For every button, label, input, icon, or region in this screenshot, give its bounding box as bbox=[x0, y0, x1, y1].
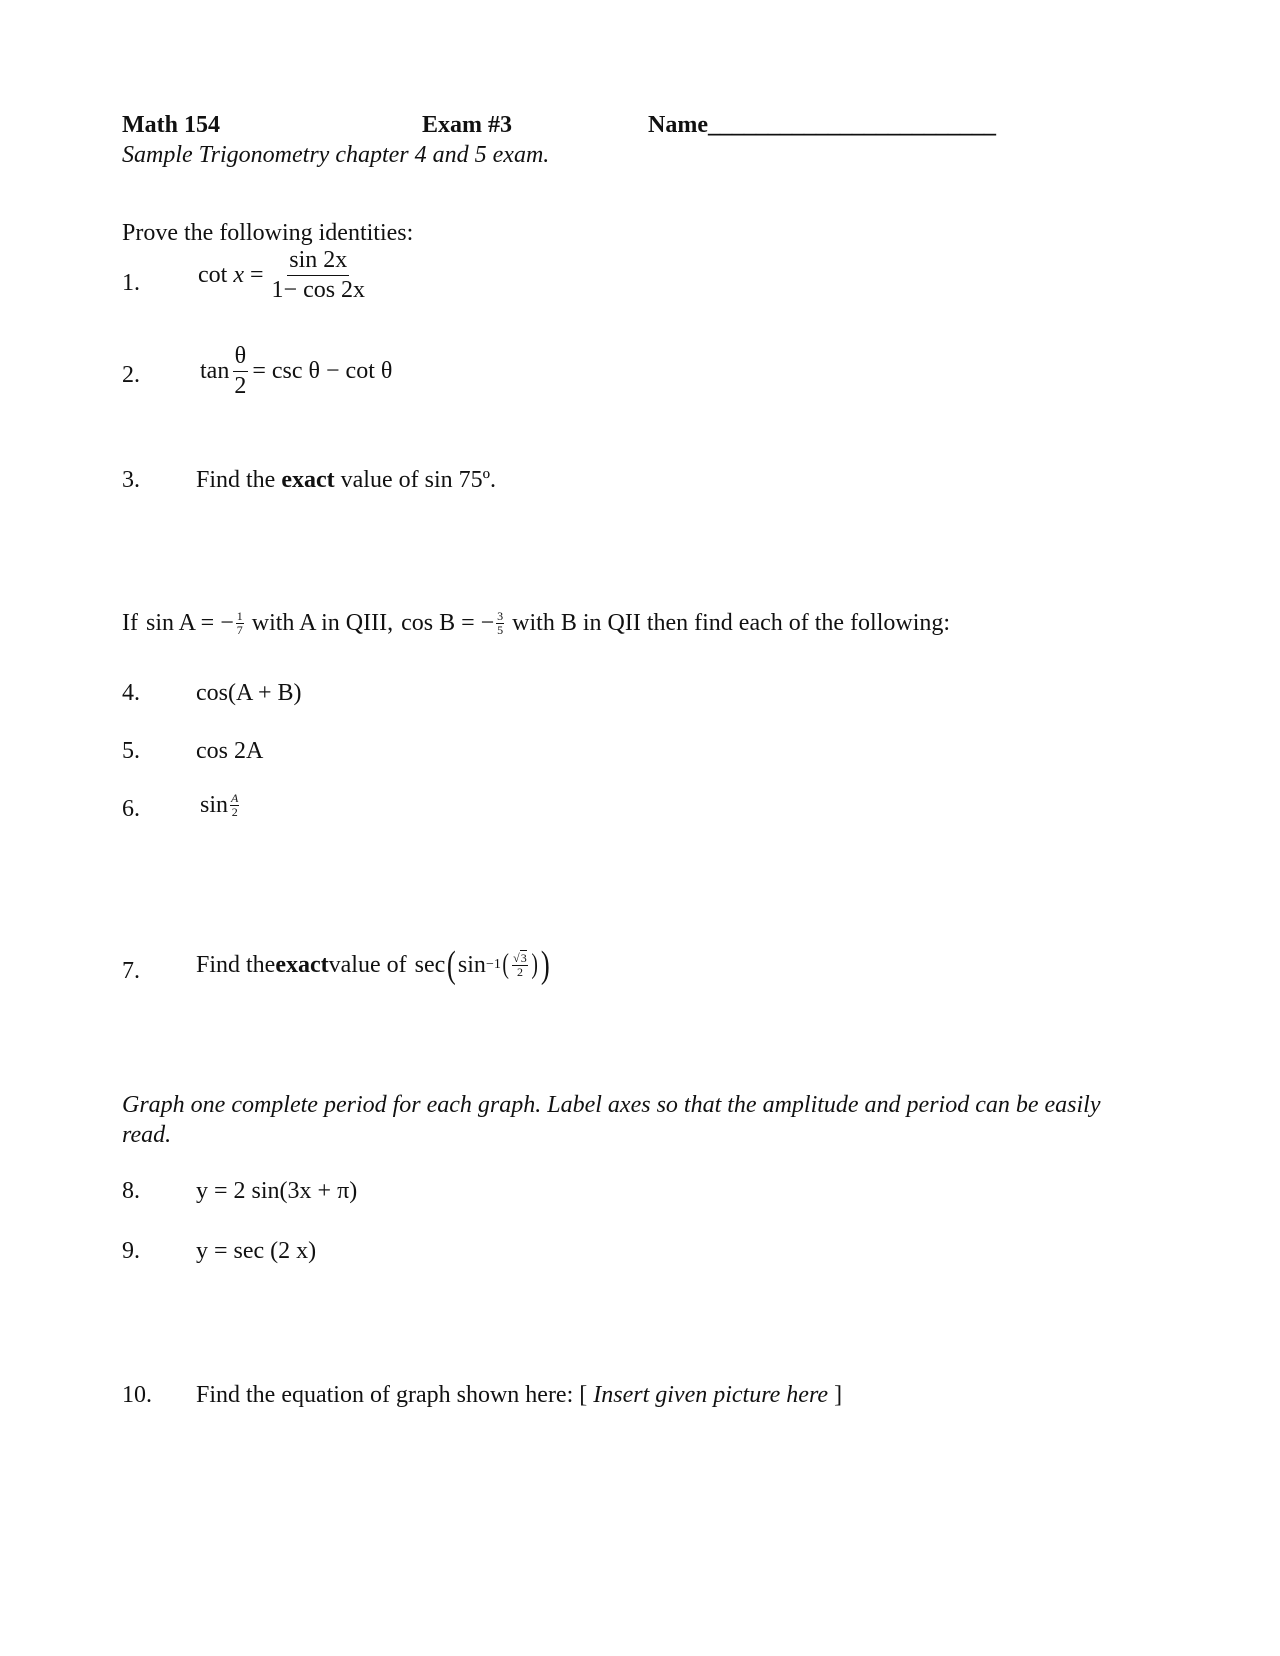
q2-fraction bbox=[232, 344, 248, 399]
course-title: Math 154 bbox=[122, 112, 220, 138]
q6-fraction: $\frac{A}{2}$ bbox=[231, 791, 239, 819]
q3-number: 3. bbox=[122, 467, 140, 493]
q2-func: tan bbox=[200, 358, 230, 385]
q4-number: 4. bbox=[122, 680, 140, 706]
q1-lhs: cot x bbox=[198, 262, 244, 289]
exam-title: Exam #3 bbox=[422, 112, 512, 138]
q1-identity bbox=[198, 248, 367, 303]
cosB-fraction: $\frac{3}{5}$ bbox=[497, 609, 504, 637]
name-label: Name bbox=[648, 112, 708, 138]
q4-text: cos(A + B) bbox=[196, 680, 302, 706]
q7-fraction: $\frac{√3}{2}$ bbox=[513, 950, 527, 979]
q2-rhs: = csc θ − cot θ bbox=[252, 358, 393, 385]
q10-text: Find the equation of graph shown here: [ Insert given picture here ] bbox=[196, 1382, 843, 1408]
q9-number: 9. bbox=[122, 1238, 140, 1264]
q3-text: Find the exact value of sin 75º. bbox=[196, 467, 497, 493]
name-field bbox=[648, 112, 996, 138]
q1-denominator: 1− cos 2x bbox=[271, 277, 366, 304]
q7-inverse: −1 bbox=[485, 957, 501, 973]
q1-fraction bbox=[270, 248, 368, 303]
q7-number: 7. bbox=[122, 958, 140, 984]
given-statement: If sin A = − $\frac{1}{7}$ with A in QIII, cos B = − $\frac{3}{5}$ with B in QII then find each of the following: bbox=[122, 609, 951, 637]
q7-sin: sin bbox=[457, 951, 486, 978]
cosB-value: cos B = − bbox=[401, 610, 495, 636]
q6-expr: sin $\frac{A}{2}$ bbox=[200, 791, 239, 819]
q1-number: 1. bbox=[122, 270, 140, 296]
q2-identity bbox=[200, 344, 392, 399]
q2-number: 2. bbox=[122, 362, 140, 388]
prove-instruction: Prove the following identities: bbox=[122, 220, 414, 246]
sinA-value: sin A = − bbox=[145, 610, 234, 636]
q2-frac-num: θ bbox=[233, 344, 249, 372]
q10-number: 10. bbox=[122, 1382, 152, 1408]
q5-number: 5. bbox=[122, 738, 140, 764]
q8-number: 8. bbox=[122, 1178, 140, 1204]
q7-sec: sec bbox=[414, 951, 446, 978]
q5-text: cos 2A bbox=[196, 738, 264, 764]
q9-text: y = sec (2 x) bbox=[196, 1238, 317, 1264]
name-line: ________________________ bbox=[707, 112, 996, 138]
q1-numerator: sin 2x bbox=[287, 248, 349, 276]
q7-text: Find the exact value of sec ( sin −1 ( $\frac{√3}{2}$ ) ) bbox=[196, 944, 550, 986]
exam-subtitle: Sample Trigonometry chapter 4 and 5 exam. bbox=[122, 142, 550, 168]
q6-number: 6. bbox=[122, 796, 140, 822]
graph-instruction: Graph one complete period for each graph. Label axes so that the amplitude and period can be easily read. bbox=[122, 1092, 1101, 1148]
sqrt-icon: √ bbox=[513, 950, 520, 965]
q2-frac-den: 2 bbox=[234, 373, 247, 400]
sinA-fraction: $\frac{1}{7}$ bbox=[236, 609, 243, 637]
q8-text: y = 2 sin(3x + π) bbox=[196, 1178, 358, 1204]
q1-equals: = bbox=[249, 262, 264, 289]
q10-placeholder: Insert given picture here bbox=[593, 1382, 829, 1408]
